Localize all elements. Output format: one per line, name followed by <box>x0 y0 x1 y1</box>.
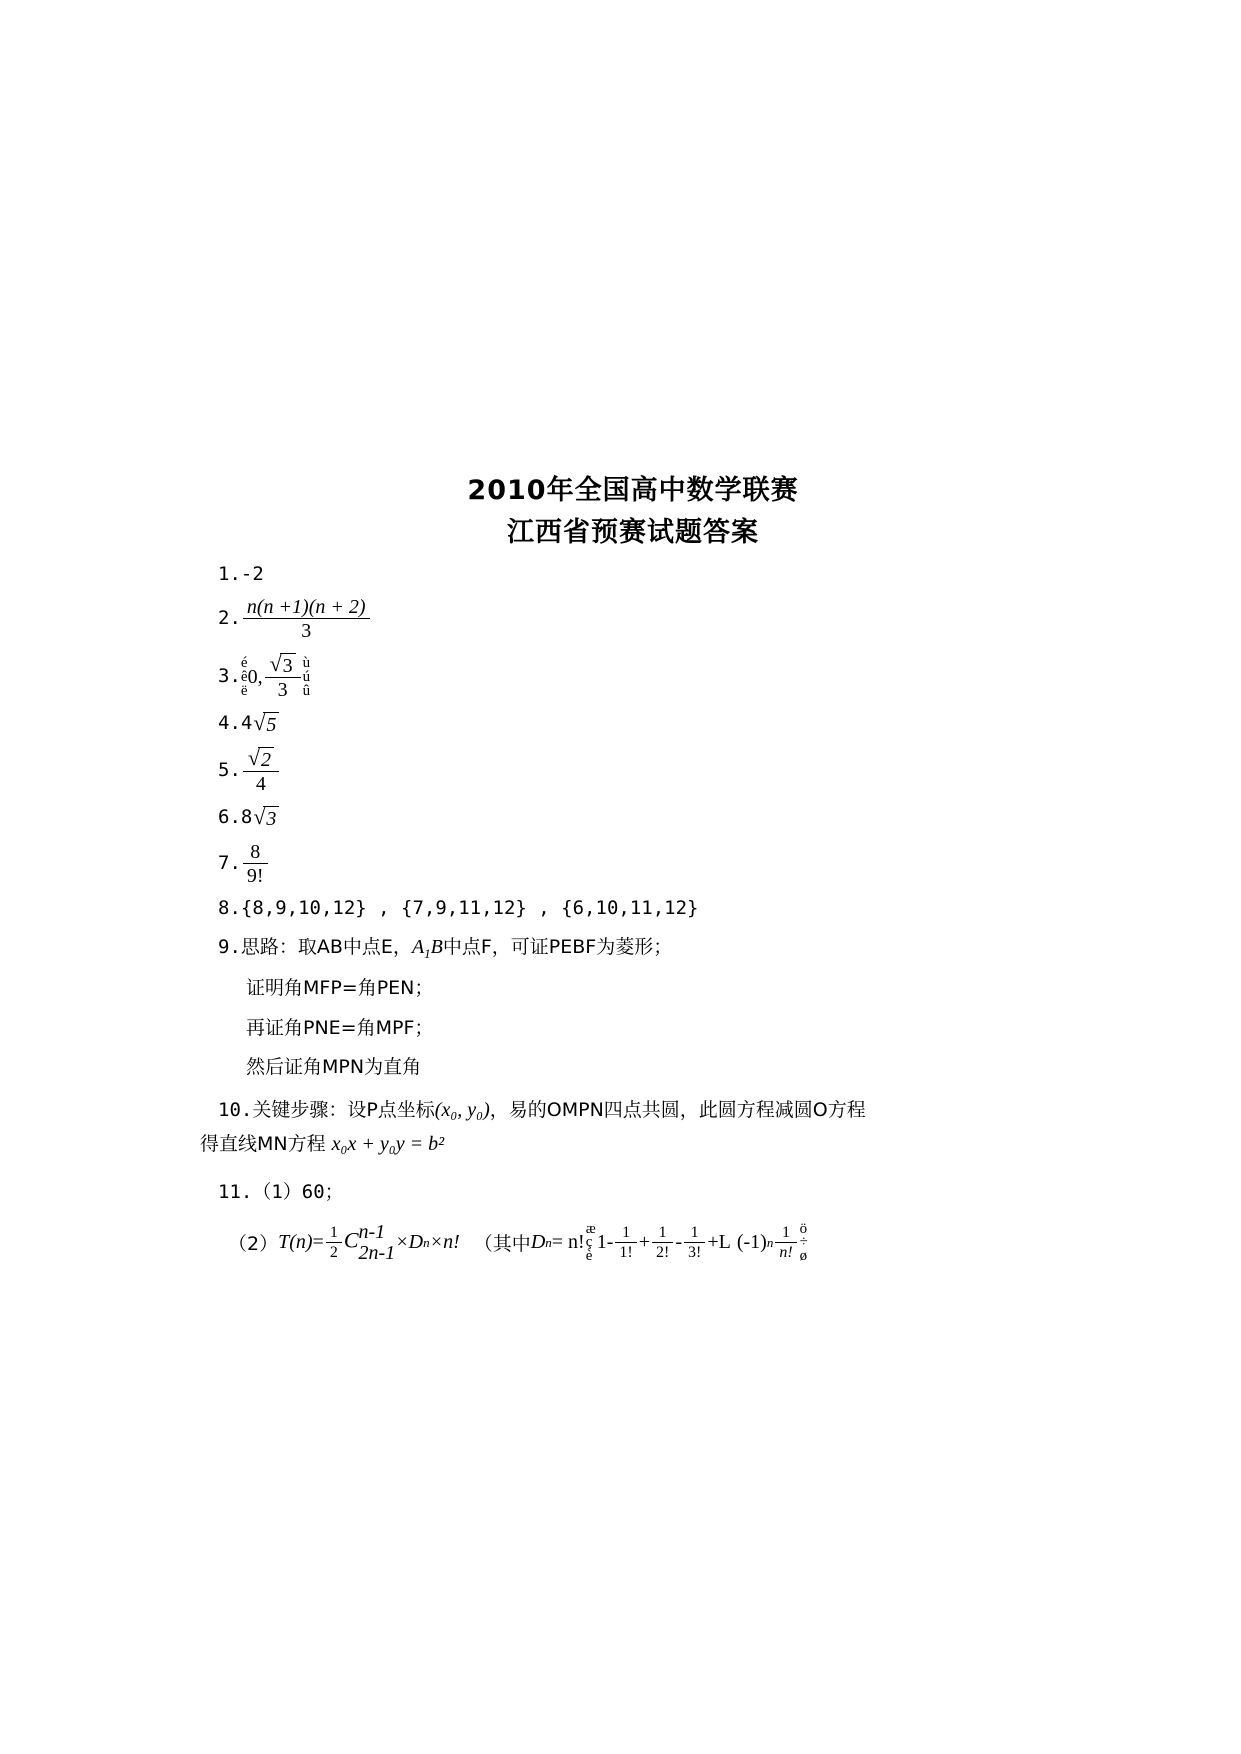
q11-half-den: 2 <box>329 1243 338 1261</box>
q11-last-term <box>775 1224 796 1262</box>
q9-var-A: A <box>411 935 425 958</box>
fraction-2 <box>243 596 370 643</box>
answer-number-3: 3. <box>218 665 241 688</box>
q10-text-b: ，易的OMPN四点共圆，此圆方程减圆O方程 <box>489 1098 866 1121</box>
q11-brace-open: æ ç è <box>585 1220 596 1264</box>
answer-coefficient-4: 4 <box>240 712 253 735</box>
sqrt-sign-5: √ <box>247 744 260 770</box>
answer-item-11 <box>218 1177 1048 1204</box>
sqrt-radicand-6: 3 <box>263 806 279 831</box>
q9-var-A-sub: 1 <box>424 945 431 961</box>
sqrt-sign-6: √ <box>253 803 266 829</box>
answer-number-10: 10. <box>218 1098 253 1121</box>
q11-C-group <box>344 1222 395 1264</box>
fraction-numerator-7: 8 <box>250 840 261 863</box>
q11-last-den: n! <box>779 1243 793 1261</box>
q11-last-num: 1 <box>781 1224 790 1242</box>
sqrt-radicand-3: 3 <box>280 653 296 677</box>
fraction-denominator-3: 3 <box>277 678 288 701</box>
sqrt-6 <box>253 803 279 831</box>
q11-part2-prefix: （2） <box>228 1233 279 1256</box>
q11-term2 <box>652 1224 673 1262</box>
fraction-numerator-2: n(n +1)(n + 2) <box>246 595 366 618</box>
answer-number-9: 9. <box>218 935 241 958</box>
q10-text-a: 关键步骤：设P点坐标 <box>252 1098 435 1121</box>
q11-t1-num: 1 <box>622 1224 631 1242</box>
q11-t2-den: 2! <box>656 1243 670 1261</box>
interval-start-3: 0, <box>247 665 263 688</box>
sqrt-radicand-4: 5 <box>263 712 279 737</box>
q10-coords: (x₀, y₀) <box>434 1098 490 1121</box>
answer-item-5 <box>218 744 1048 796</box>
fraction-denominator-7: 9! <box>246 864 264 887</box>
q11-term3 <box>684 1224 705 1262</box>
q11-C: C <box>343 1227 359 1253</box>
answer-item-3 <box>218 650 1048 702</box>
fraction-5 <box>243 744 279 796</box>
left-bracket-3: é ê ë <box>240 654 248 700</box>
q9-line3: 再证角PNE=角MPF； <box>246 1016 434 1039</box>
q9-line4: 然后证角MPN为直角 <box>246 1056 422 1079</box>
q11-half <box>326 1224 342 1262</box>
answer-item-8 <box>218 898 1048 920</box>
fraction-numerator-5 <box>243 744 279 771</box>
fraction-denominator-5: 4 <box>255 772 266 795</box>
q11-t3-den: 3! <box>688 1243 702 1261</box>
q11-D-eq: = n! <box>551 1231 585 1254</box>
document-content <box>200 470 1048 1264</box>
q11-sign-sup: n <box>766 1234 774 1250</box>
q9-line1-a: 思路：取AB中点E， <box>240 935 412 958</box>
q11-mid-sub: n <box>423 1234 430 1250</box>
right-bracket-3: ù ú û <box>302 654 311 700</box>
q11-D: D <box>530 1231 546 1254</box>
q11-C-indices <box>359 1222 396 1264</box>
q11-half-num: 1 <box>329 1224 338 1242</box>
q11-T: T <box>278 1231 290 1254</box>
answer-item-7 <box>218 841 1048 888</box>
q11-sign: (-1) <box>736 1231 767 1254</box>
q11-eq: = <box>312 1231 324 1254</box>
page-title: 2010年全国高中数学联赛 <box>467 475 799 506</box>
q11-C-sub: 2n-1 <box>358 1241 396 1264</box>
answer-number-8: 8. <box>218 896 241 919</box>
answer-coefficient-6: 8 <box>240 806 253 829</box>
fraction-numerator-3 <box>265 650 301 677</box>
q11-t1-den: 1! <box>619 1243 633 1261</box>
answer-number-1: 1. <box>218 563 241 585</box>
answer-value-8: {8,9,10,12} , {7,9,11,12} , {6,10,11,12} <box>240 896 699 919</box>
sqrt-sign-3: √ <box>269 650 282 676</box>
sqrt-3 <box>269 650 296 677</box>
answer-item-10 <box>218 1095 1048 1125</box>
answer-item-1 <box>218 564 1048 586</box>
page-subtitle: 江西省预赛试题答案 <box>507 517 759 548</box>
answer-number-7: 7. <box>218 852 241 875</box>
answer-number-2: 2. <box>218 607 241 630</box>
sqrt-5 <box>247 744 274 771</box>
answer-item-9 <box>218 934 1048 962</box>
q11-op1: 1- <box>596 1231 614 1254</box>
q11-t2-num: 1 <box>658 1224 667 1242</box>
fraction-7 <box>243 841 268 888</box>
answer-number-11: 11. <box>218 1180 253 1203</box>
q11-term1 <box>615 1224 636 1262</box>
q11-op2: + <box>638 1231 651 1254</box>
sqrt-radicand-5: 2 <box>258 747 274 771</box>
answer-number-5: 5. <box>218 759 241 782</box>
sqrt-sign-4: √ <box>253 709 266 735</box>
q9-line1-c: 中点F，可证PEBF为菱形； <box>442 935 673 958</box>
answer-value-1: -2 <box>240 563 264 585</box>
answer-number-6: 6. <box>218 806 241 829</box>
sqrt-4 <box>253 709 279 737</box>
q11-where: （其中 <box>473 1233 531 1256</box>
q11-D-sub: n <box>545 1234 552 1250</box>
q11-mid2: ×n! <box>429 1231 460 1254</box>
q11-part1: （1）60； <box>252 1180 344 1203</box>
q11-brace-close: ö ÷ ø <box>799 1220 808 1264</box>
q11-C-sup: n-1 <box>358 1220 386 1243</box>
q11-Tn: (n) <box>289 1231 313 1254</box>
answer-item-4 <box>218 709 1048 737</box>
q11-op3: - <box>675 1231 683 1254</box>
fraction-denominator-2: 3 <box>301 619 312 642</box>
q10-line2 <box>200 1129 1048 1159</box>
q11-t3-num: 1 <box>690 1224 699 1242</box>
q9-var-B: B <box>430 935 443 958</box>
q10-equation: x₀x + y₀y = b² <box>331 1132 445 1155</box>
answer-item-6 <box>218 803 1048 831</box>
q10-text-c: 得直线MN方程 <box>200 1132 332 1155</box>
fraction-3 <box>265 650 301 702</box>
q11-mid: ×D <box>395 1231 424 1254</box>
answer-item-2 <box>218 596 1048 643</box>
q11-tail: +L <box>707 1231 731 1254</box>
answer-number-4: 4. <box>218 712 241 735</box>
q9-line2: 证明角MFP=角PEN； <box>246 977 434 1000</box>
q11-part2 <box>218 1222 1048 1264</box>
